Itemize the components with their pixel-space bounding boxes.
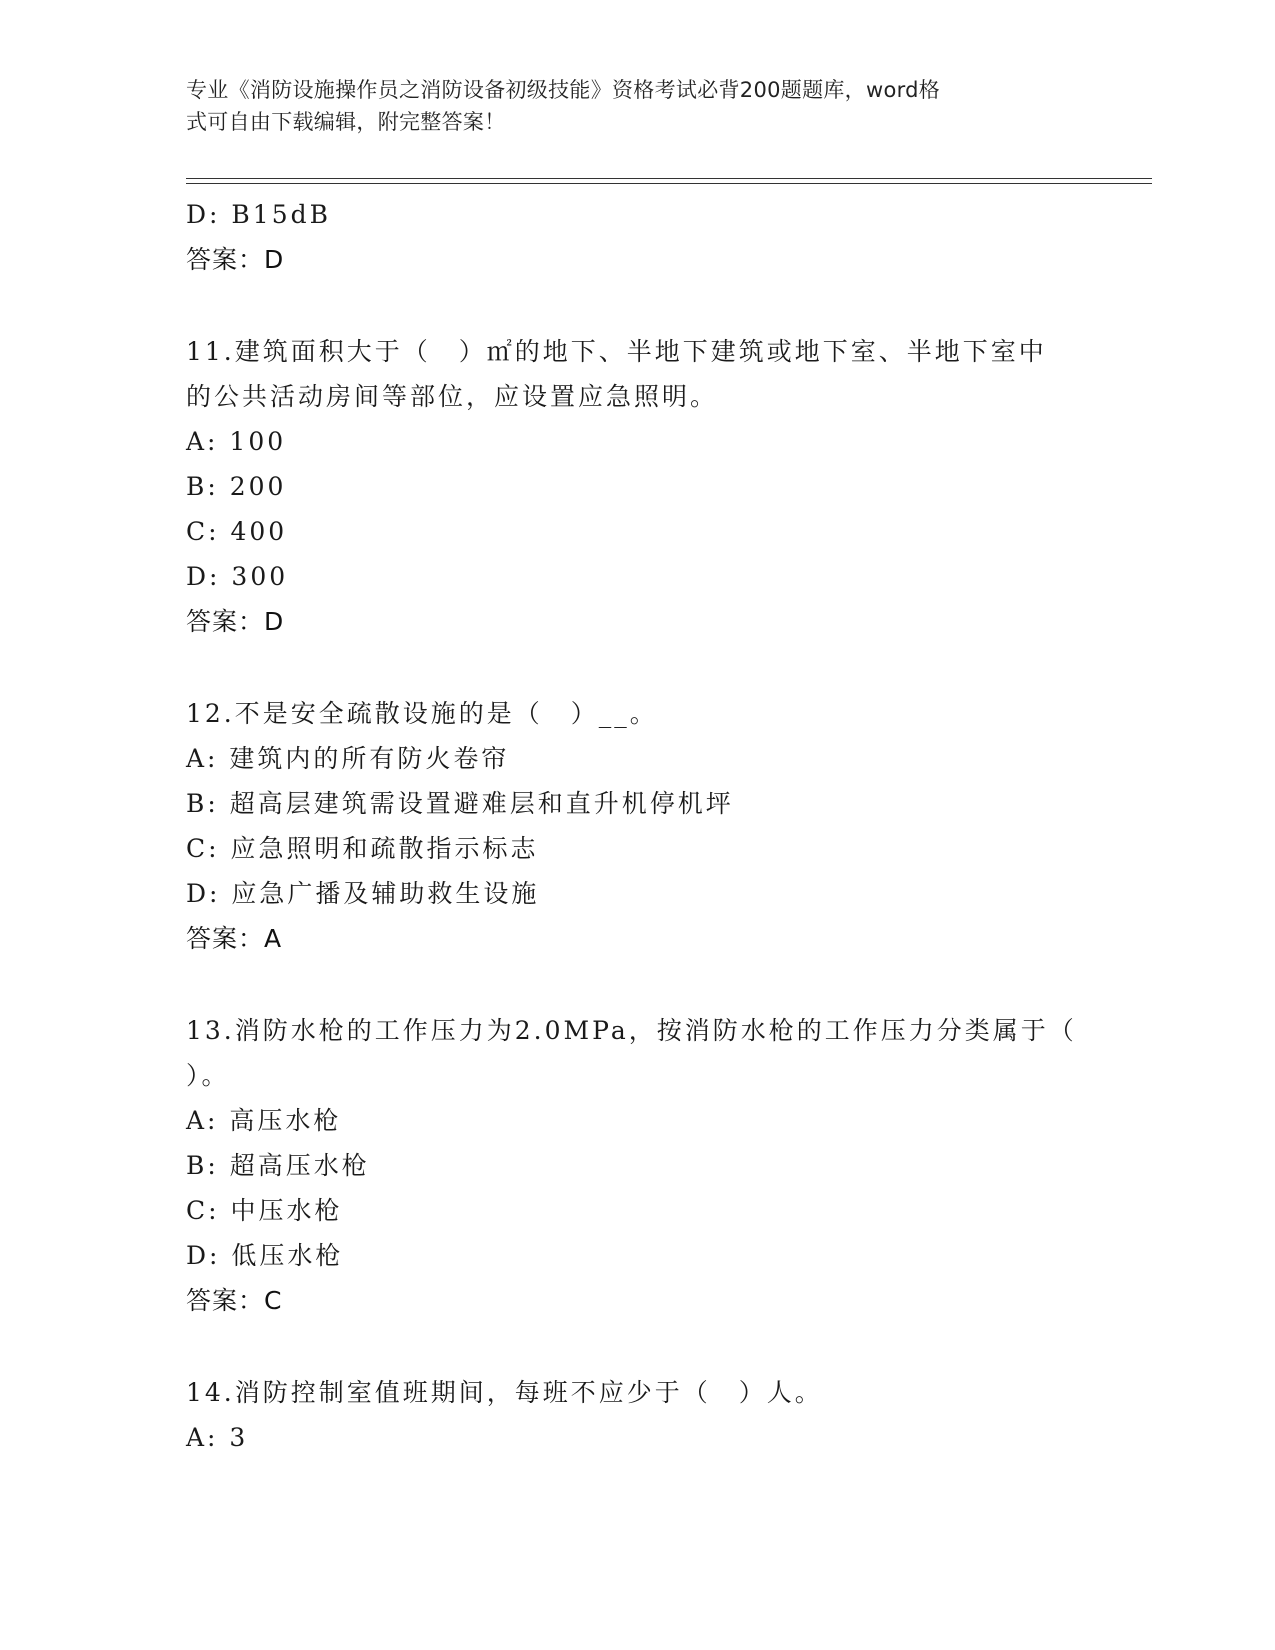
question-13 [186,1008,1086,1323]
option-a: A: 3 [186,1423,249,1452]
option-b: B: 超高压水枪 [186,1151,370,1180]
option-b: B: 超高层建筑需设置避难层和直升机停机坪 [186,789,734,818]
option-c: C: 中压水枪 [186,1196,343,1225]
question-12 [186,691,1086,961]
question-stem-line: ）。 [186,1061,230,1090]
answer-line: 答案：D [186,245,285,274]
header-divider-top [186,178,1152,179]
question-stem-line: 13.消防水枪的工作压力为2.0MPa，按消防水枪的工作压力分类属于（ [186,1016,1077,1045]
prev-question-tail [186,192,1086,282]
document-header [186,74,1066,138]
question-stem-line: 的公共活动房间等部位，应设置应急照明。 [186,382,719,411]
header-line-1: 专业《消防设施操作员之消防设备初级技能》资格考试必背200题题库，word格 [186,78,941,102]
header-line-2: 式可自由下载编辑，附完整答案！ [186,110,506,134]
question-11 [186,329,1086,644]
option-d: D: 应急广播及辅助救生设施 [186,879,540,908]
answer-line: 答案：A [186,924,283,953]
header-divider-bottom [186,183,1152,184]
question-list [186,192,1086,1460]
answer-line: 答案：C [186,1286,283,1315]
option-d: D: 低压水枪 [186,1241,344,1270]
question-14 [186,1370,1086,1460]
question-stem-line: 14.消防控制室值班期间，每班不应少于（ ）人。 [186,1378,823,1407]
option-d: D: B15dB [186,200,331,229]
option-c: C: 应急照明和疏散指示标志 [186,834,539,863]
answer-line: 答案：D [186,607,285,636]
option-b: B: 200 [186,472,287,501]
question-stem-line: 11.建筑面积大于（ ）㎡的地下、半地下建筑或地下室、半地下室中 [186,337,1047,366]
option-c: C: 400 [186,517,288,546]
question-stem-line: 12.不是安全疏散设施的是（ ）__。 [186,699,658,728]
option-a: A: 高压水枪 [186,1106,342,1135]
option-a: A: 100 [186,427,287,456]
option-a: A: 建筑内的所有防火卷帘 [186,744,510,773]
option-d: D: 300 [186,562,289,591]
